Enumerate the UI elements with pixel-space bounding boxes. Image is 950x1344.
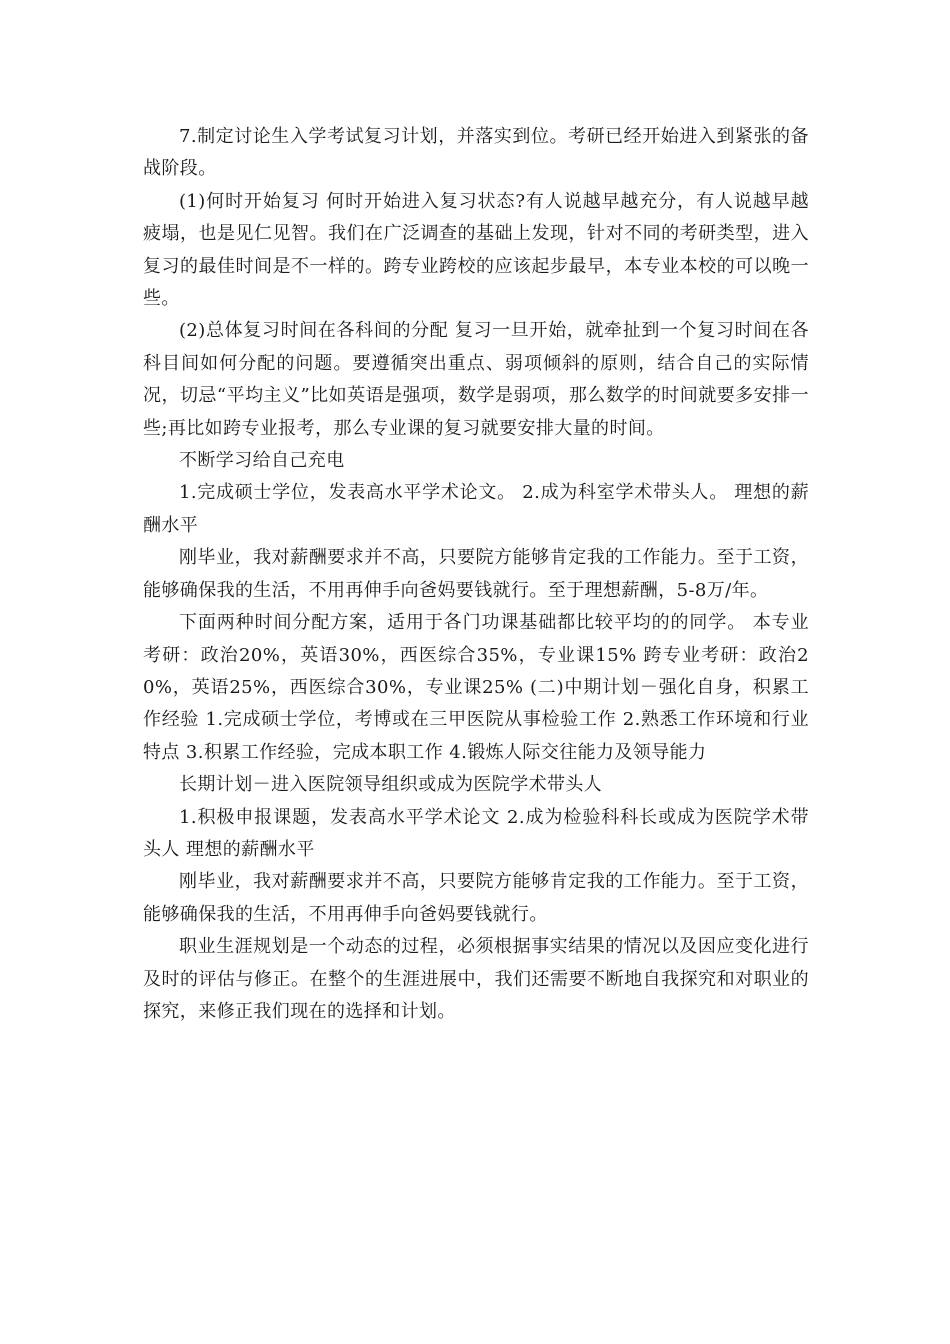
paragraph-when-to-start: (1)何时开始复习 何时开始进入复习状态?有人说越早越充分，有人说越早越疲塌，也是见仁见智。我们在广泛调查的基础上发现，针对不同的考研类型，进入复习的最佳时间是不一样的。跨专业跨校的应该起步最早，本专业本校的可以晚一些。 — [143, 190, 809, 310]
paragraph-review-plan: 7.制定讨论生入学考试复习计划，并落实到位。考研已经开始进入到紧张的备战阶段。 — [143, 126, 809, 180]
paragraph-keep-learning-heading: 不断学习给自己充电 — [179, 450, 345, 472]
document-body — [143, 121, 809, 1028]
paragraph-long-term-goals: 1.积极申报课题，发表高水平学术论文 2.成为检验科科长或成为医院学术带头人 理想的薪酬水平 — [143, 806, 809, 860]
paragraph-short-term-goals: 1.完成硕士学位，发表高水平学术论文。 2.成为科室学术带头人。 理想的薪酬水平 — [143, 482, 809, 536]
paragraph-salary-expectation-2: 刚毕业，我对薪酬要求并不高，只要院方能够肯定我的工作能力。至于工资，能够确保我的生活，不用再伸手向爸妈要钱就行。 — [143, 871, 809, 925]
paragraph-conclusion: 职业生涯规划是一个动态的过程，必须根据事实结果的情况以及因应变化进行及时的评估与修正。在整个的生涯进展中，我们还需要不断地自我探究和对职业的探究，来修正我们现在的选择和计划。 — [143, 936, 809, 1022]
paragraph-time-allocation: (2)总体复习时间在各科间的分配 复习一旦开始，就牵扯到一个复习时间在各科目间如何分配的问题。要遵循突出重点、弱项倾斜的原则，结合自己的实际情况，切忌“平均主义”比如英语是强项，数学是弱项，那么数学的时间就要多安排一些;再比如跨专业报考，那么专业课的复习就要安排大量的时间。 — [143, 320, 809, 439]
paragraph-long-term-heading: 长期计划－进入医院领导组织或成为医院学术带头人 — [179, 774, 603, 796]
paragraph-allocation-schemes: 下面两种时间分配方案，适用于各门功课基础都比较平均的的同学。 本专业考研：政治20%，英语30%，西医综合35%，专业课15% 跨专业考研：政治20%，英语25%，西医综合30%，专业课25% (二)中期计划－强化自身，积累工作经验 1.完成硕士学位，考博或在三甲医院从事检验工作 2.熟悉工作环境和行业特点 3.积累工作经验，完成本职工作 4.锻炼人际交往能力及领导能力 — [143, 612, 809, 763]
paragraph-salary-expectation: 刚毕业，我对薪酬要求并不高，只要院方能够肯定我的工作能力。至于工资，能够确保我的生活，不用再伸手向爸妈要钱就行。至于理想薪酬，5-8万/年。 — [143, 547, 809, 601]
